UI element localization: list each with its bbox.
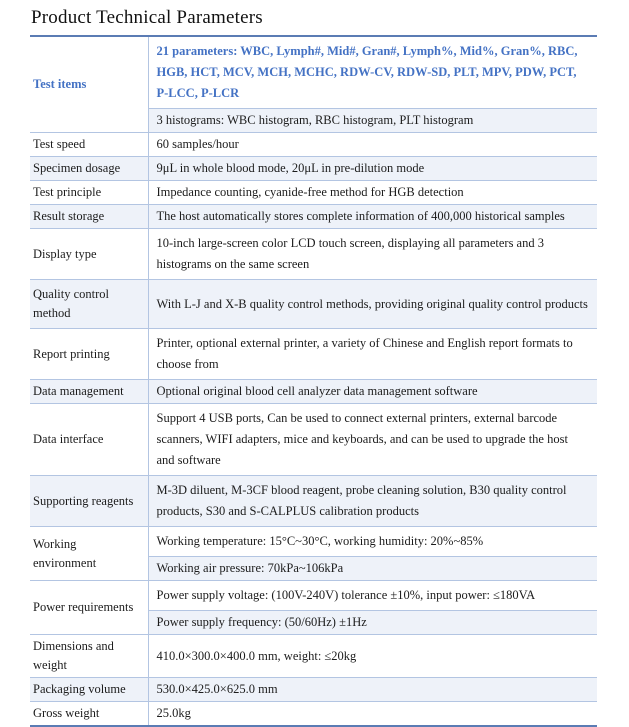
table-row: [30, 380, 597, 404]
param-value: Support 4 USB ports, Can be used to connect external printers, external barcode scanners, WIFI adapters, mice and keyboards, and can be used to upgrade the host and software: [148, 404, 597, 476]
table-row: [30, 635, 597, 678]
param-label: Gross weight: [30, 702, 148, 727]
table-row: [30, 581, 597, 611]
table-row: [30, 702, 597, 727]
param-value: 25.0kg: [148, 702, 597, 727]
param-label: Packaging volume: [30, 678, 148, 702]
param-value: M-3D diluent, M-3CF blood reagent, probe cleaning solution, B30 quality control products, S30 and S-CALPLUS calibration products: [148, 476, 597, 527]
param-label: Working environment: [30, 527, 148, 581]
param-label: Quality control method: [30, 280, 148, 329]
param-label: Display type: [30, 229, 148, 280]
param-value: Power supply voltage: (100V-240V) tolerance ±10%, input power: ≤180VA: [148, 581, 597, 611]
spec-table: [30, 35, 597, 727]
param-label: Test speed: [30, 133, 148, 157]
table-row: [30, 476, 597, 527]
param-value: 3 histograms: WBC histogram, RBC histogram, PLT histogram: [148, 109, 597, 133]
param-label: Specimen dosage: [30, 157, 148, 181]
param-label: Power requirements: [30, 581, 148, 635]
table-row: [30, 133, 597, 157]
param-label: Report printing: [30, 329, 148, 380]
param-label: Test items: [30, 36, 148, 133]
param-value: The host automatically stores complete information of 400,000 historical samples: [148, 205, 597, 229]
param-label: Data interface: [30, 404, 148, 476]
param-value: With L-J and X-B quality control methods, providing original quality control products: [148, 280, 597, 329]
page-title: Product Technical Parameters: [31, 7, 263, 28]
param-value: 9μL in whole blood mode, 20μL in pre-dilution mode: [148, 157, 597, 181]
param-value: Optional original blood cell analyzer data management software: [148, 380, 597, 404]
param-value: Working temperature: 15°C~30°C, working humidity: 20%~85%: [148, 527, 597, 557]
table-row: [30, 527, 597, 557]
param-value: 60 samples/hour: [148, 133, 597, 157]
param-value: Power supply frequency: (50/60Hz) ±1Hz: [148, 611, 597, 635]
table-row: [30, 678, 597, 702]
table-row: [30, 404, 597, 476]
table-row: [30, 36, 597, 109]
table-row: [30, 205, 597, 229]
table-row: [30, 181, 597, 205]
param-label: Test principle: [30, 181, 148, 205]
param-label: Data management: [30, 380, 148, 404]
param-label: Dimensions and weight: [30, 635, 148, 678]
param-label: Supporting reagents: [30, 476, 148, 527]
param-value: Working air pressure: 70kPa~106kPa: [148, 557, 597, 581]
table-row: [30, 229, 597, 280]
param-value: 10-inch large-screen color LCD touch screen, displaying all parameters and 3 histograms on the same screen: [148, 229, 597, 280]
table-row: [30, 329, 597, 380]
param-value: 410.0×300.0×400.0 mm, weight: ≤20kg: [148, 635, 597, 678]
table-row: [30, 280, 597, 329]
param-value: 21 parameters: WBC, Lymph#, Mid#, Gran#, Lymph%, Mid%, Gran%, RBC, HGB, HCT, MCV, MCH, MCHC, RDW-CV, RDW-SD, PLT, MPV, PDW, PCT, P-LCC, P-LCR: [156, 44, 578, 100]
param-value: Printer, optional external printer, a variety of Chinese and English report formats to choose from: [148, 329, 597, 380]
param-value: Impedance counting, cyanide-free method for HGB detection: [148, 181, 597, 205]
table-row: [30, 157, 597, 181]
param-value: 530.0×425.0×625.0 mm: [148, 678, 597, 702]
param-label: Result storage: [30, 205, 148, 229]
